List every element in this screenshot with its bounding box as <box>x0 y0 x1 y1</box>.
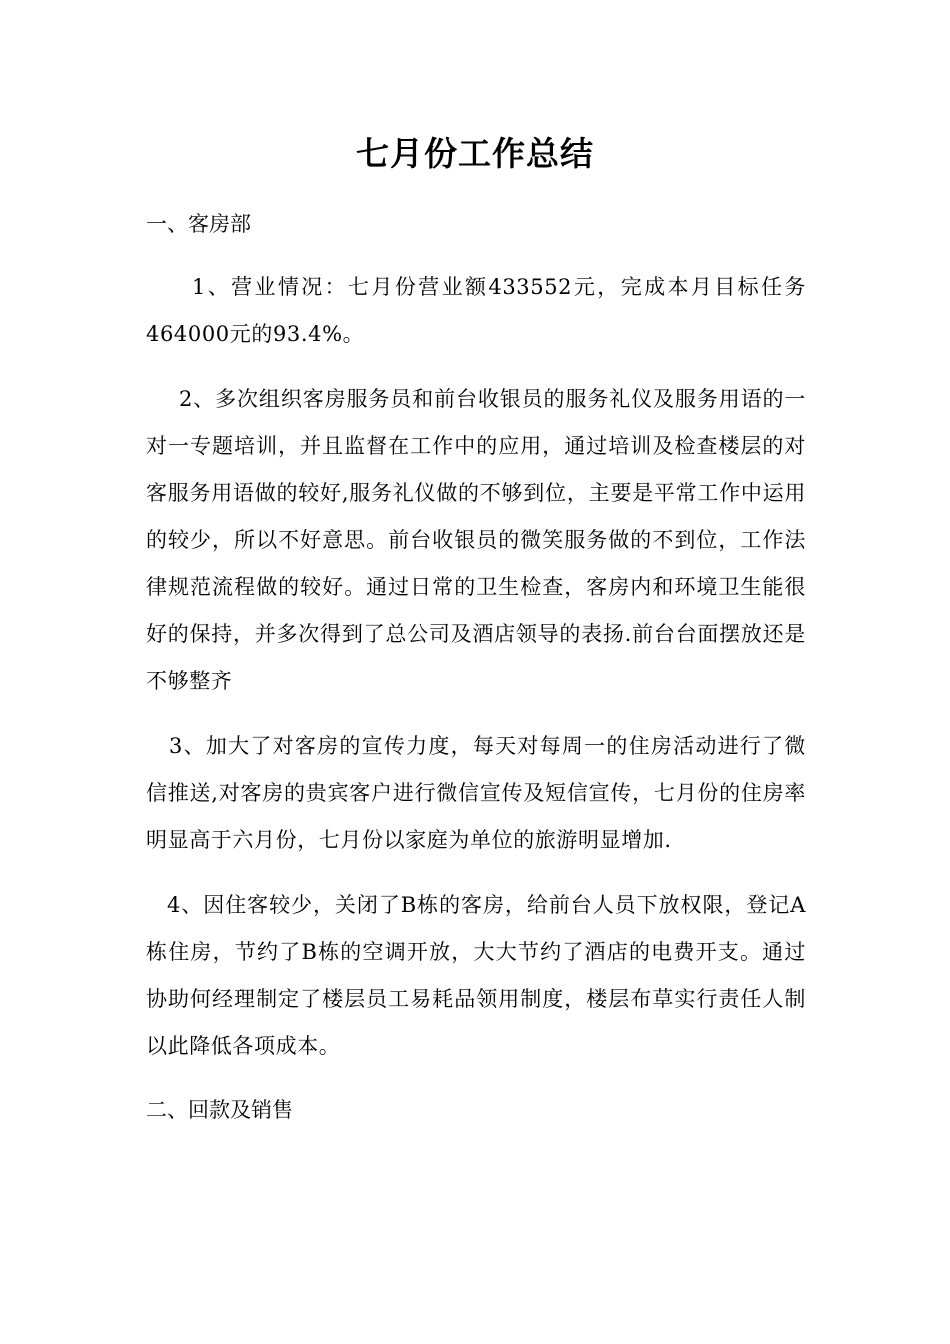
paragraph-cost-saving: 4、因住客较少，关闭了B栋的客房，给前台人员下放权限，登记A栋住房，节约了B栋的空调开放，大大节约了酒店的电费开支。通过协助何经理制定了楼层员工易耗品领用制度，楼层布草实行责任人制以此降低各项成本。 <box>146 893 806 1058</box>
document-body <box>146 204 806 1130</box>
paragraph-training: 2、多次组织客房服务员和前台收银员的服务礼仪及服务用语的一对一专题培训，并且监督在工作中的应用，通过培训及检查楼层的对客服务用语做的较好,服务礼仪做的不够到位，主要是平常工作中运用的较少，所以不好意思。前台收银员的微笑服务做的不到位，工作法律规范流程做的较好。通过日常的卫生检查，客房内和环境卫生能很好的保持，并多次得到了总公司及酒店领导的表扬.前台台面摆放还是不够整齐 <box>146 387 806 693</box>
paragraph-promotion: 3、加大了对客房的宣传力度，每天对每周一的住房活动进行了微信推送,对客房的贵宾客户进行微信宣传及短信宣传，七月份的住房率明显高于六月份，七月份以家庭为单位的旅游明显增加. <box>146 734 806 852</box>
document-title: 七月份工作总结 <box>356 134 594 173</box>
paragraph-revenue: 1、营业情况：七月份营业额433552元，完成本月目标任务464000元的93.4%。 <box>146 275 806 346</box>
section-heading-housekeeping: 一、客房部 <box>146 212 251 236</box>
section-heading-collections-sales: 二、回款及销售 <box>146 1098 293 1122</box>
